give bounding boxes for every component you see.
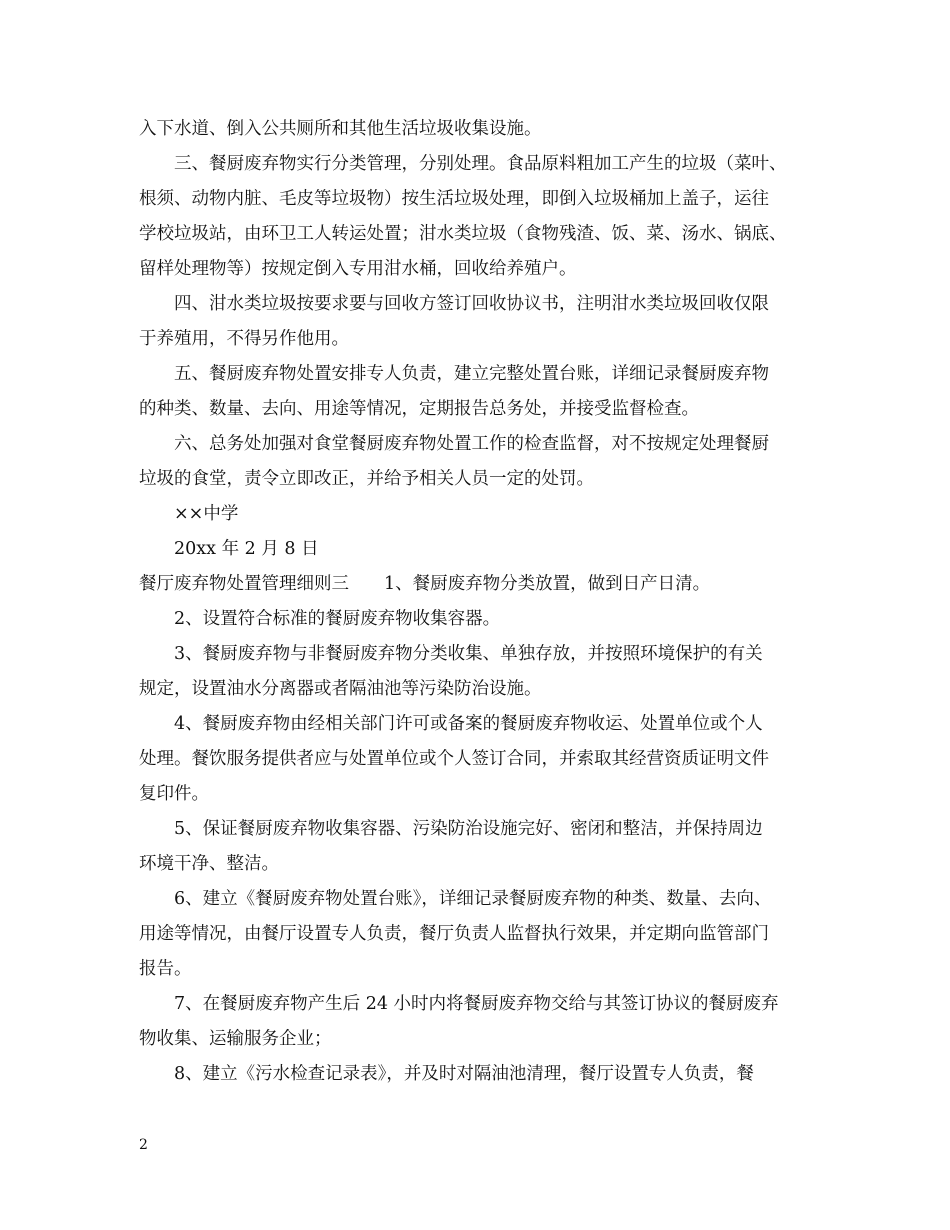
text-line: 的种类、数量、去向、用途等情况，定期报告总务处，并接受监督检查。 [139, 399, 699, 419]
page-number: 2 [139, 1137, 148, 1153]
text-line: 5、保证餐厨废弃物收集容器、污染防治设施完好、密闭和整洁，并保持周边 [174, 819, 763, 839]
signature-date: 20xx 年 2 月 8 日 [174, 539, 319, 559]
text-line: 六、总务处加强对食堂餐厨废弃物处置工作的检查监督，对不按规定处理餐厨 [174, 434, 769, 454]
text-line: 学校垃圾站，由环卫工人转运处置；泔水类垃圾（食物残渣、饭、菜、汤水、锅底、 [139, 224, 787, 244]
text-line: 留样处理物等）按规定倒入专用泔水桶，回收给养殖户。 [139, 259, 577, 279]
text-line: 4、餐厨废弃物由经相关部门许可或备案的餐厨废弃物收运、处置单位或个人 [174, 714, 763, 734]
text-line: 报告。 [139, 959, 192, 979]
text-line: 8、建立《污水检查记录表》，并及时对隔油池清理，餐厅设置专人负责，餐 [174, 1064, 754, 1084]
signature-school: ××中学 [174, 504, 239, 524]
section-heading: 餐厅废弃物处置管理细则三 1、餐厨废弃物分类放置，做到日产日清。 [139, 574, 711, 594]
text-line: 三、餐厨废弃物实行分类管理，分别处理。食品原料粗加工产生的垃圾（菜叶、 [174, 154, 787, 174]
text-line: 规定，设置油水分离器或者隔油池等污染防治设施。 [139, 679, 542, 699]
text-line: 物收集、运输服务企业； [139, 1029, 332, 1049]
text-line: 3、餐厨废弃物与非餐厨废弃物分类收集、单独存放，并按照环境保护的有关 [174, 644, 763, 664]
text-line: 2、设置符合标准的餐厨废弃物收集容器。 [174, 609, 501, 629]
text-line: 用途等情况，由餐厅设置专人负责，餐厅负责人监督执行效果，并定期向监管部门 [139, 924, 769, 944]
text-line: 处理。餐饮服务提供者应与处置单位或个人签订合同，并索取其经营资质证明文件 [139, 749, 769, 769]
text-line: 四、泔水类垃圾按要求要与回收方签订回收协议书，注明泔水类垃圾回收仅限 [174, 294, 769, 314]
text-line: 7、在餐厨废弃物产生后 24 小时内将餐厨废弃物交给与其签订协议的餐厨废弃 [174, 994, 779, 1014]
text-line: 环境干净、整洁。 [139, 854, 279, 874]
text-line: 复印件。 [139, 784, 209, 804]
text-line: 入下水道、倒入公共厕所和其他生活垃圾收集设施。 [139, 119, 542, 139]
text-line: 五、餐厨废弃物处置安排专人负责，建立完整处置台账，详细记录餐厨废弃物 [174, 364, 769, 384]
text-line: 6、建立《餐厨废弃物处置台账》，详细记录餐厨废弃物的种类、数量、去向、 [174, 889, 772, 909]
text-line: 于养殖用，不得另作他用。 [139, 329, 349, 349]
text-line: 根须、动物内脏、毛皮等垃圾物）按生活垃圾处理，即倒入垃圾桶加上盖子，运往 [139, 189, 769, 209]
text-line: 垃圾的食堂，责令立即改正，并给予相关人员一定的处罚。 [139, 469, 594, 489]
